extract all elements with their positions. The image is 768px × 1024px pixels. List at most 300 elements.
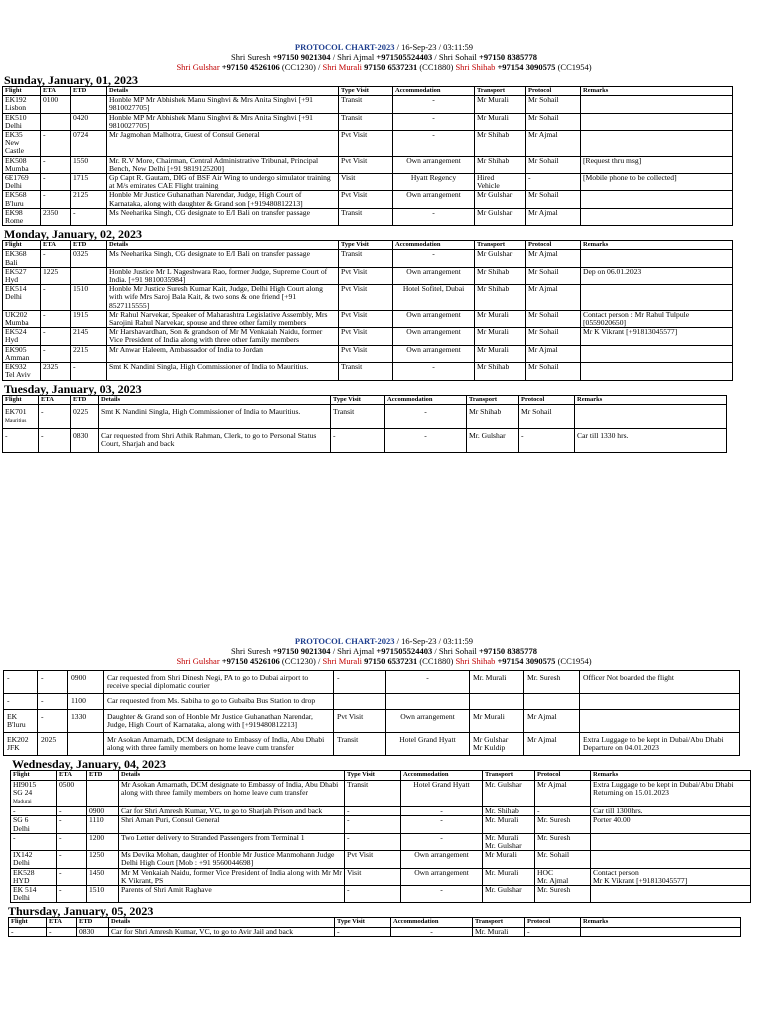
- contact-phone: +971505524403: [376, 646, 433, 656]
- table-row: [11, 833, 751, 850]
- cell-remarks: Car till 1300hrs.: [591, 807, 751, 816]
- cell-transport: Mr Murali: [475, 328, 526, 345]
- column-header: ETA: [57, 771, 87, 780]
- cell-type-visit: Pvt Visit: [345, 851, 401, 868]
- column-header: Flight: [9, 918, 47, 927]
- cell-flight: EK701 Mauritius: [3, 404, 39, 428]
- cell-transport: Mr. Gulshar: [483, 886, 535, 903]
- column-header: Remarks: [581, 87, 733, 96]
- cell-etd: 2215: [71, 345, 107, 362]
- cell-etd: [87, 780, 119, 807]
- cell-remarks: [591, 851, 751, 868]
- contact-phone: +971505524403: [376, 52, 433, 62]
- cell-accommodation: -: [393, 208, 475, 225]
- cell-flight: EK514 Delhi: [3, 285, 41, 311]
- cell-remarks: Extra Luggage to be kept in Dubai/Abu Dhabi Departure on 04.01.2023: [580, 733, 740, 756]
- column-header: Remarks: [575, 395, 727, 404]
- contact-label: (CC1880): [417, 62, 456, 72]
- cell-etd: 1550: [71, 156, 107, 173]
- cell-eta: -: [57, 851, 87, 868]
- contact-phone: 97150 6537231: [361, 656, 418, 666]
- cell-type-visit: -: [345, 816, 401, 833]
- table-row: [4, 709, 740, 732]
- column-header: Accommodation: [393, 241, 475, 250]
- cell-transport: Mr Shihab: [475, 156, 526, 173]
- cell-flight: EK905 Amman: [3, 345, 41, 362]
- cell-type-visit: Pvt Visit: [339, 156, 393, 173]
- page-2: [0, 636, 768, 937]
- cell-transport: Mr. Murali Mr. Gulshar: [483, 833, 535, 850]
- contact-phone: +97150 4526106: [221, 62, 280, 72]
- column-header: Transport: [483, 771, 535, 780]
- table-row: [11, 886, 751, 903]
- cell-type-visit: -: [345, 833, 401, 850]
- column-header: Type Visit: [331, 395, 385, 404]
- cell-flight: EK508 Mumba: [3, 156, 41, 173]
- cell-protocol: Mr Sohail: [526, 191, 581, 208]
- cell-details: Mr. R.V More, Chairman, Central Administrative Tribunal, Principal Bench, New Delhi [+91 9819125200]: [107, 156, 339, 173]
- column-header: ETD: [71, 395, 99, 404]
- table-header-row: [9, 918, 741, 927]
- column-header: ETA: [47, 918, 77, 927]
- column-header: Remarks: [581, 241, 733, 250]
- table-row: [3, 156, 733, 173]
- column-header: Accommodation: [385, 395, 467, 404]
- cell-flight: IX142 Delhi: [11, 851, 57, 868]
- cell-transport: Mr Murali: [470, 709, 524, 732]
- contact-phone: +97150 9021304: [272, 646, 331, 656]
- cell-transport: Mr Murali: [475, 345, 526, 362]
- cell-eta: -: [38, 709, 68, 732]
- column-header: Accommodation: [393, 87, 475, 96]
- column-header: Details: [107, 241, 339, 250]
- column-header: ETD: [71, 87, 107, 96]
- cell-eta: 0500: [57, 780, 87, 807]
- cell-transport: Mr. Shihab: [483, 807, 535, 816]
- cell-type-visit: Visit: [339, 174, 393, 191]
- table-row: [4, 671, 740, 694]
- cell-transport: Mr Shihab: [475, 363, 526, 380]
- page-2-days: [0, 758, 768, 936]
- cell-flight: EK202 JFK: [4, 733, 38, 756]
- cell-remarks: Mr K Vikrant [+91813045577]: [581, 328, 733, 345]
- cell-remarks: [Mobile phone to be collected]: [581, 174, 733, 191]
- table-row: [3, 96, 733, 113]
- column-header: ETA: [41, 87, 71, 96]
- cell-details: Gp Capt R. Gautam, DIG of BSF Air Wing to undergo simulator training at M/s emirates CAE Flight training: [107, 174, 339, 191]
- contact-phone: +97154 3090575: [495, 62, 556, 72]
- cell-protocol: -: [519, 429, 575, 452]
- cell-flight: EK192 Lisbon: [3, 96, 41, 113]
- column-header: Transport: [475, 241, 526, 250]
- cell-eta: -: [57, 816, 87, 833]
- contact-label: / Shri Ajmal: [330, 646, 377, 656]
- cell-etd: 1715: [71, 174, 107, 191]
- page-2-continued: [0, 670, 768, 756]
- cell-eta: -: [57, 886, 87, 903]
- column-header: Type Visit: [335, 918, 391, 927]
- cell-eta: -: [39, 404, 71, 428]
- cell-details: Car requested from Shri Athik Rahman, Clerk, to go to Personal Status Court, Sharjah and back: [99, 429, 331, 452]
- contact-label: (CC1880): [417, 656, 456, 666]
- cell-remarks: [581, 131, 733, 157]
- cell-type-visit: Pvt Visit: [339, 191, 393, 208]
- cell-flight: EK528 HYD: [11, 868, 57, 885]
- cell-accommodation: -: [401, 886, 483, 903]
- cell-accommodation: Own arrangement: [393, 191, 475, 208]
- cell-protocol: Mr Sohail: [526, 156, 581, 173]
- column-header: Accommodation: [391, 918, 473, 927]
- cell-accommodation: Hotel Grand Hyatt: [401, 780, 483, 807]
- cell-accommodation: Own arrangement: [393, 310, 475, 327]
- cell-remarks: Porter 40.00: [591, 816, 751, 833]
- cell-type-visit: Transit: [345, 780, 401, 807]
- table-row: [3, 174, 733, 191]
- cell-accommodation: Hotel Sofitel, Dubai: [393, 285, 475, 311]
- chart-title: PROTOCOL CHART-2023: [294, 42, 395, 52]
- cell-eta: -: [57, 807, 87, 816]
- cell-type-visit: Pvt Visit: [339, 267, 393, 284]
- column-header: Details: [107, 87, 339, 96]
- contact-phone: +97150 8385778: [478, 52, 537, 62]
- cell-remarks: [575, 404, 727, 428]
- schedule-table: [10, 770, 751, 903]
- cell-remarks: Officer Not boarded the flight: [580, 671, 740, 694]
- table-header-row: [11, 771, 751, 780]
- cell-remarks: [591, 886, 751, 903]
- cell-accommodation: Own arrangement: [393, 267, 475, 284]
- column-header: Type Visit: [339, 87, 393, 96]
- table-row: [3, 310, 733, 327]
- schedule-table: [2, 395, 727, 453]
- column-header: ETD: [71, 241, 107, 250]
- column-header: ETA: [41, 241, 71, 250]
- column-header: Remarks: [591, 771, 751, 780]
- cell-type-visit: Transit: [334, 733, 386, 756]
- cell-details: Mr M Venkaiah Naidu, former Vice President of India along with Mr Mr K Vikrant, PS: [119, 868, 345, 885]
- cell-remarks: [581, 345, 733, 362]
- table-row: [4, 733, 740, 756]
- table-row: [3, 345, 733, 362]
- cell-accommodation: -: [385, 404, 467, 428]
- cell-flight: SG 6 Delhi: [11, 816, 57, 833]
- cell-details: Ms Neeharika Singh, CG designate to E/I Bali on transfer passage: [107, 250, 339, 267]
- table-row: [4, 694, 740, 709]
- chart-header: [0, 42, 768, 72]
- column-header: Transport: [473, 918, 525, 927]
- cell-flight: EK 514 Delhi: [11, 886, 57, 903]
- cell-remarks: [581, 96, 733, 113]
- cell-protocol: Mr Sohail: [526, 113, 581, 130]
- cell-protocol: Mr Sohail: [526, 96, 581, 113]
- cell-details: Shri Aman Puri, Consul General: [119, 816, 345, 833]
- cell-transport: Mr. Gulshar: [467, 429, 519, 452]
- cell-eta: -: [41, 345, 71, 362]
- cell-details: Mr Rahul Narvekar, Speaker of Maharashtra Legislative Assembly, Mrs Sarojini Rahul Narvekar, spouse and three other family members: [107, 310, 339, 327]
- day-heading: Monday, January, 02, 2023: [4, 227, 143, 242]
- column-header: Protocol: [519, 395, 575, 404]
- cell-protocol: Mr. Sohail: [535, 851, 591, 868]
- cell-etd: 0724: [71, 131, 107, 157]
- cell-type-visit: Transit: [339, 363, 393, 380]
- cell-accommodation: -: [393, 250, 475, 267]
- cell-protocol: -: [526, 174, 581, 191]
- cell-transport: Mr Murali: [483, 851, 535, 868]
- contact-phone: +97154 3090575: [495, 656, 556, 666]
- cell-remarks: [581, 285, 733, 311]
- contact-label: / Shri Ajmal: [330, 52, 377, 62]
- cell-accommodation: -: [393, 131, 475, 157]
- cell-flight: EK568 B'luru: [3, 191, 41, 208]
- cell-protocol: Mr. Suresh: [535, 833, 591, 850]
- cell-details: Mr Anwar Haleem, Ambassador of India to Jordan: [107, 345, 339, 362]
- cell-remarks: [591, 833, 751, 850]
- cell-transport: [470, 694, 524, 709]
- cell-details: Honble Mr Justice Guhanathan Narendar, Judge, High Court of Karnataka, along with daughter & Grand son [+919480812213]: [107, 191, 339, 208]
- column-header: Protocol: [535, 771, 591, 780]
- cell-accommodation: -: [393, 113, 475, 130]
- day-heading: Wednesday, January, 04, 2023: [12, 757, 167, 772]
- chart-date: / 16-Sep-23 / 03:11:59: [394, 636, 474, 646]
- cell-etd: 0225: [71, 404, 99, 428]
- cell-etd: 1450: [87, 868, 119, 885]
- cell-etd: 1510: [87, 886, 119, 903]
- schedule-table: [3, 670, 740, 756]
- cell-etd: [68, 733, 104, 756]
- cell-accommodation: Own arrangement: [386, 709, 470, 732]
- column-header: Flight: [3, 395, 39, 404]
- cell-details: Honble Justice Mr L Nageshwara Rao, former Judge, Supreme Court of India. [+91 9810035984]: [107, 267, 339, 284]
- cell-etd: 0830: [71, 429, 99, 452]
- column-header: ETA: [39, 395, 71, 404]
- cell-type-visit: -: [335, 927, 391, 936]
- cell-eta: 1225: [41, 267, 71, 284]
- cell-etd: 0900: [87, 807, 119, 816]
- cell-type-visit: Visit: [345, 868, 401, 885]
- page-1: [0, 42, 768, 453]
- cell-eta: -: [47, 927, 77, 936]
- cell-accommodation: -: [401, 833, 483, 850]
- page-1-days: [0, 74, 768, 453]
- table-header-row: [3, 395, 727, 404]
- column-header: Transport: [467, 395, 519, 404]
- cell-flight: 6E1769 Delhi: [3, 174, 41, 191]
- cell-accommodation: -: [401, 807, 483, 816]
- cell-eta: -: [41, 328, 71, 345]
- contact-label: Shri Murali: [322, 62, 362, 72]
- cell-remarks: [581, 250, 733, 267]
- cell-type-visit: -: [331, 429, 385, 452]
- table-row: [9, 927, 741, 936]
- contact-label: Shri Shihab: [455, 656, 496, 666]
- cell-accommodation: Own arrangement: [393, 156, 475, 173]
- cell-type-visit: -: [345, 807, 401, 816]
- cell-transport: Mr Gulshar Mr Kuldip: [470, 733, 524, 756]
- cell-eta: -: [38, 671, 68, 694]
- cell-protocol: Mr Ajmal: [526, 208, 581, 225]
- cell-flight: EK B'luru: [4, 709, 38, 732]
- table-header-row: [3, 241, 733, 250]
- cell-accommodation: Own arrangement: [401, 851, 483, 868]
- cell-flight: EK932 Tel Aviv: [3, 363, 41, 380]
- chart-title: PROTOCOL CHART-2023: [294, 636, 395, 646]
- cell-etd: -: [71, 363, 107, 380]
- cell-details: Honble MP Mr Abhishek Manu Singhvi & Mrs Anita Singhvi [+91 9810027705]: [107, 113, 339, 130]
- cell-type-visit: Pvt Visit: [339, 328, 393, 345]
- cell-details: Mr Asokan Amarnath, DCM designate to Embassy of India, Abu Dhabi along with three family members on home leave cum transfer: [119, 780, 345, 807]
- cell-protocol: [524, 694, 580, 709]
- cell-details: Parents of Shri Amit Raghave: [119, 886, 345, 903]
- cell-protocol: Mr. Suresh: [524, 671, 580, 694]
- cell-eta: -: [41, 285, 71, 311]
- cell-details: Car for Shri Amresh Kumar, VC, to go to Avir Jail and back: [109, 927, 335, 936]
- column-header: Type Visit: [339, 241, 393, 250]
- cell-details: Ms Neeharika Singh, CG designate to E/I Bali on transfer passage: [107, 208, 339, 225]
- cell-accommodation: Hyatt Regency: [393, 174, 475, 191]
- chart-header: [0, 636, 768, 666]
- cell-transport: Mr Murali: [475, 310, 526, 327]
- cell-flight: -: [11, 807, 57, 816]
- cell-eta: -: [41, 174, 71, 191]
- cell-remarks: [581, 208, 733, 225]
- cell-type-visit: Pvt Visit: [339, 345, 393, 362]
- cell-transport: Mr Shihab: [475, 285, 526, 311]
- cell-eta: -: [41, 250, 71, 267]
- column-header: Details: [109, 918, 335, 927]
- cell-type-visit: Transit: [339, 250, 393, 267]
- contact-phone: +97150 9021304: [272, 52, 331, 62]
- cell-remarks: [580, 694, 740, 709]
- column-header: ETD: [77, 918, 109, 927]
- cell-accommodation: -: [385, 429, 467, 452]
- table-row: [11, 851, 751, 868]
- table-row: [3, 404, 727, 428]
- cell-flight: EK527 Hyd: [3, 267, 41, 284]
- cell-details: Mr Harshavardhan, Son & grandson of Mr M Venkaiah Naidu, former Vice President of India along with three other family members: [107, 328, 339, 345]
- cell-etd: 2125: [71, 191, 107, 208]
- cell-etd: 0900: [68, 671, 104, 694]
- cell-etd: 1200: [87, 833, 119, 850]
- cell-remarks: [581, 927, 741, 936]
- cell-flight: -: [3, 429, 39, 452]
- table-row: [11, 780, 751, 807]
- cell-transport: Mr. Murali: [470, 671, 524, 694]
- cell-remarks: [580, 709, 740, 732]
- cell-accommodation: -: [393, 363, 475, 380]
- cell-protocol: Mr Ajmal: [535, 780, 591, 807]
- cell-protocol: -: [535, 807, 591, 816]
- cell-remarks: Contact person Mr K Vikrant [+91813045577]: [591, 868, 751, 885]
- cell-details: Car requested from Ms. Sabiha to go to Gubaiba Bus Station to drop: [104, 694, 334, 709]
- contact-label: Shri Gulshar: [176, 656, 222, 666]
- cell-accommodation: Hotel Grand Hyatt: [386, 733, 470, 756]
- contact-label: (CC1954): [555, 656, 592, 666]
- cell-remarks: Car till 1330 hrs.: [575, 429, 727, 452]
- cell-type-visit: Transit: [339, 113, 393, 130]
- cell-transport: Mr. Murali: [483, 816, 535, 833]
- cell-eta: -: [39, 429, 71, 452]
- cell-transport: Hired Vehicle: [475, 174, 526, 191]
- table-row: [3, 208, 733, 225]
- table-row: [3, 285, 733, 311]
- cell-protocol: Mr Ajmal: [526, 250, 581, 267]
- cell-flight: -: [4, 694, 38, 709]
- cell-details: Car for Shri Amresh Kumar, VC, to go to Sharjah Prison and back: [119, 807, 345, 816]
- contact-label: Shri Suresh: [231, 646, 273, 656]
- column-header: Remarks: [581, 918, 741, 927]
- cell-eta: 2350: [41, 208, 71, 225]
- cell-flight: -: [9, 927, 47, 936]
- cell-flight: UK202 Mumba: [3, 310, 41, 327]
- cell-details: Ms Devika Mohan, daughter of Honble Mr Justice Manmohann Judge Delhi High Court [Mob : +91 9560044698]: [119, 851, 345, 868]
- cell-transport: Mr. Murali: [473, 927, 525, 936]
- column-header: Flight: [3, 87, 41, 96]
- table-row: [3, 363, 733, 380]
- cell-etd: [71, 96, 107, 113]
- cell-protocol: Mr. Suresh: [535, 886, 591, 903]
- cell-eta: 0100: [41, 96, 71, 113]
- cell-protocol: HOC Mr. Ajmal: [535, 868, 591, 885]
- cell-details: Honble Mr Justice Suresh Kumar Kait, Judge, Delhi High Court along with wife Mrs Saroj Bala Kait, & two sons & one friend [+91 8527115555]: [107, 285, 339, 311]
- cell-remarks: [581, 363, 733, 380]
- cell-details: Smt K Nandini Singla, High Commissioner of India to Mauritius.: [99, 404, 331, 428]
- cell-type-visit: Transit: [339, 208, 393, 225]
- cell-type-visit: -: [334, 671, 386, 694]
- cell-remarks: Dep on 06.01.2023: [581, 267, 733, 284]
- day-heading: Tuesday, January, 03, 2023: [4, 381, 142, 396]
- cell-protocol: Mr Sohail: [526, 328, 581, 345]
- cell-transport: Mr Murali: [475, 113, 526, 130]
- cell-details: Two Letter delivery to Stranded Passengers from Terminal 1: [119, 833, 345, 850]
- table-row: [11, 816, 751, 833]
- table-row: [3, 328, 733, 345]
- cell-eta: 2025: [38, 733, 68, 756]
- cell-flight: -: [4, 671, 38, 694]
- cell-type-visit: Pvt Visit: [339, 131, 393, 157]
- cell-transport: Mr Gulshar: [475, 191, 526, 208]
- cell-details: Car requested from Shri Dinesh Negi, PA to go to Dubai airport to receive special diplomatic courier: [104, 671, 334, 694]
- cell-protocol: Mr Sohail: [526, 267, 581, 284]
- cell-flight: EK35 New Castle: [3, 131, 41, 157]
- contact-phone: 97150 6537231: [361, 62, 418, 72]
- column-header: Accommodation: [401, 771, 483, 780]
- table-row: [3, 131, 733, 157]
- table-header-row: [3, 87, 733, 96]
- cell-details: Daughter & Grand son of Honble Mr Justice Guhanathan Narendar, Judge, High Court of Karnataka, along with [+919480812213]: [104, 709, 334, 732]
- column-header: Details: [99, 395, 331, 404]
- contact-label: Shri Gulshar: [176, 62, 222, 72]
- cell-etd: 2145: [71, 328, 107, 345]
- column-header: Protocol: [526, 241, 581, 250]
- cell-details: Honble MP Mr Abhishek Manu Singhvi & Mrs Anita Singhvi [+91 9810027705]: [107, 96, 339, 113]
- column-header: ETD: [87, 771, 119, 780]
- column-header: Details: [119, 771, 345, 780]
- contact-label: Shri Suresh: [231, 52, 273, 62]
- column-header: Protocol: [525, 918, 581, 927]
- contact-label: Shri Shihab: [455, 62, 496, 72]
- contact-phone: +97150 8385778: [478, 646, 537, 656]
- cell-etd: [71, 267, 107, 284]
- cell-eta: -: [57, 833, 87, 850]
- cell-flight: EK368 Bali: [3, 250, 41, 267]
- column-header: Type Visit: [345, 771, 401, 780]
- cell-etd: -: [71, 208, 107, 225]
- contact-label: (CC1954): [555, 62, 592, 72]
- cell-accommodation: Own arrangement: [393, 345, 475, 362]
- cell-transport: Mr Shihab: [467, 404, 519, 428]
- cell-flight: HI9015 SG 24 Madurai: [11, 780, 57, 807]
- schedule-table: [2, 240, 733, 380]
